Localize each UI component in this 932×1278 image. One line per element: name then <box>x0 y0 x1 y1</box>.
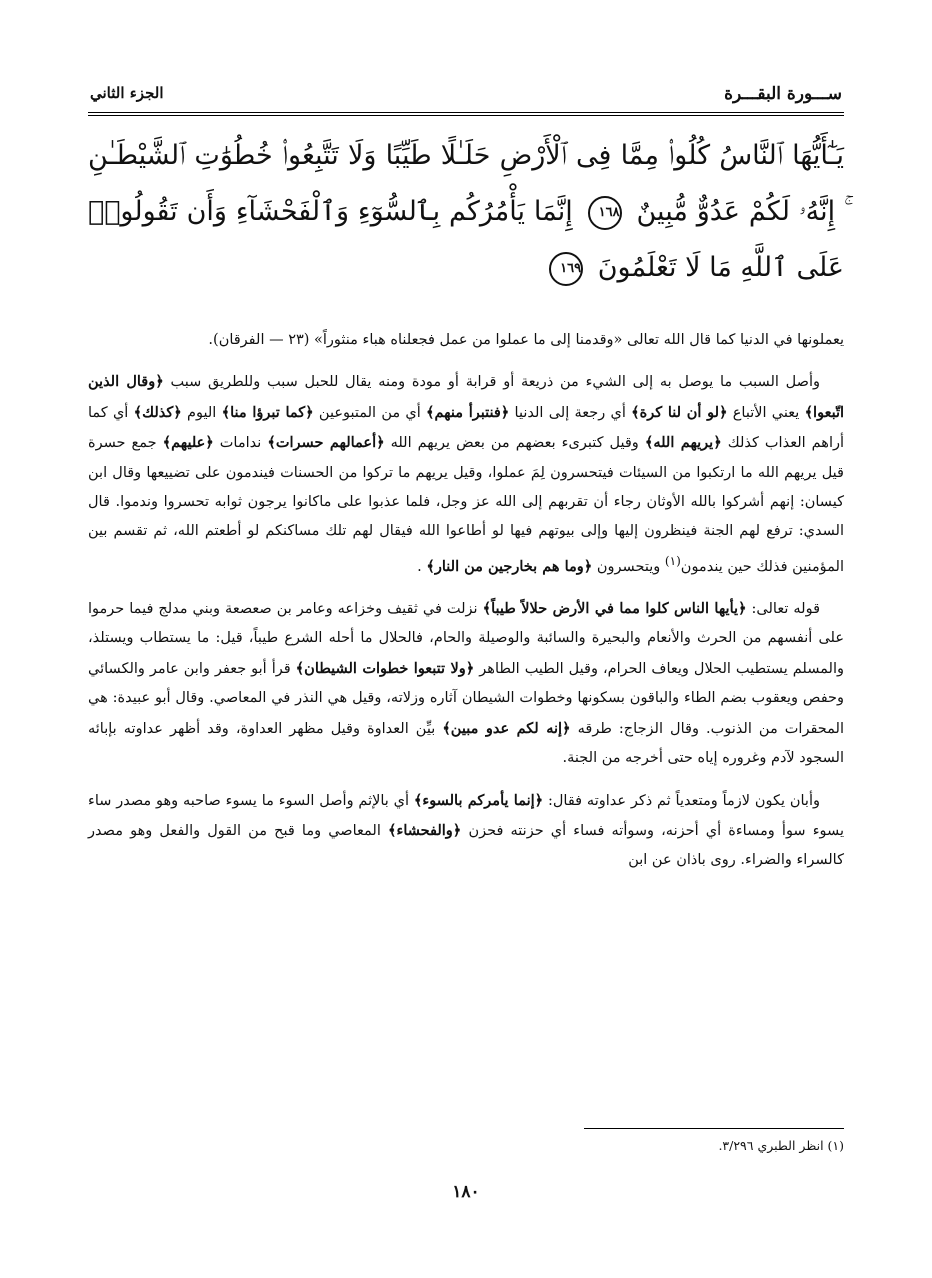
text: أي من المتبوعين <box>313 404 427 421</box>
quote: ﴿عليهم﴾ <box>162 434 214 452</box>
text: أي كما أراهم العذاب كذلك <box>88 404 845 452</box>
quote: ﴿لو أن لنا كرة﴾ <box>631 403 728 421</box>
text: أي رجعة إلى الدنيا <box>509 404 632 421</box>
text: نزلت في ثقيف وخزاعه وعامر بن صعصعة وبني مدلج فيما حرموا على أنفسهم من الحرث والأنعام والبحيرة والسائبة والوصيلة والحام، فالحلال ما أحله الشرع طيباً، قيل: ما يستطاب ويستلذ، والمسلم يستطيب الحلال ويعاف الحرام، وقيل الطيب الطاهر <box>88 601 844 677</box>
paragraph-1: يعملونها في الدنيا كما قال الله تعالى «وقدمنا إلى ما عملوا من عمل فجعلناه هباء منثوراً» (٢٣ — الفرقان). <box>208 332 844 348</box>
juz-title: الجزء الثاني <box>90 84 164 102</box>
text: وقيل كتبرىء بعضهم من بعض يريهم الله <box>384 435 645 452</box>
quote: ﴿وما هم بخارجين من النار﴾ <box>426 557 593 575</box>
quote: ﴿يريهم الله﴾ <box>644 434 722 452</box>
text: ويتحسرون <box>592 558 665 575</box>
surah-title: ســـورة البقـــرة <box>724 84 842 104</box>
quote: ﴿والفحشاء﴾ <box>388 821 462 839</box>
quote: ﴿كما تبرؤا منا﴾ <box>221 403 314 421</box>
ayah-number-169: ١٦٩ <box>549 252 583 286</box>
text: يعني الأتباع <box>727 404 805 421</box>
quote: ﴿وقال الذين اتّبعوا﴾ <box>88 373 845 421</box>
verse-168: يَـٰٓأَيُّهَا ٱلنَّاسُ كُلُوا۟ مِمَّا فِى ٱلْأَرْضِ حَلَـٰلًا طَيِّبًا وَلَا تَتَّبِعُوا۟ خُطُوَٰتِ ٱلشَّيْطَـٰنِ ۚ إِنَّهُۥ لَكُمْ عَدُوٌّ مُّبِينٌ <box>88 140 844 227</box>
ayah-number-168: ١٦٨ <box>588 196 622 230</box>
text: قرأ أبو جعفر وابن عامر والكسائي وحفص ويعقوب بضم الطاء والباقون بسكونها وخطوات الشيطان آثاره وزلاته، وقيل هي النذر في المعاصي. وقال أبو عبيدة: هي المحقرات من الذنوب. وقال الزجاج: طرقه <box>88 660 844 737</box>
quote: ﴿إنه لكم عدو مبين﴾ <box>442 719 571 737</box>
text: أي بالإثم وأصل السوء ما يسوء صاحبه وهو مصدر ساء يسوء سوأ ومساءة أي أحزنه، وسوأته فساء أي حزنته فحزن <box>88 792 844 839</box>
text: . <box>417 558 427 575</box>
text: وأبان يكون لازماً ومتعدياً ثم ذكر عداوته فقال: <box>543 792 821 809</box>
verse-169: إِنَّمَا يَأْمُرُكُم بِٱلسُّوٓءِ وَٱلْفَحْشَآءِ وَأَن تَقُولُوا۟ عَلَى ٱللَّهِ مَا لَا تَعْلَمُونَ <box>88 196 844 283</box>
quran-verses <box>88 128 844 298</box>
quote: ﴿فنتبرأ منهم﴾ <box>426 403 510 421</box>
header-rule <box>88 112 844 116</box>
quote: ﴿ولا تتبعوا خطوات الشيطان﴾ <box>295 659 475 677</box>
text: اليوم <box>181 404 222 421</box>
text: وأصل السبب ما يوصل به إلى الشيء من ذريعة أو قرابة أو مودة ومنه يقال للحبل سبب وللطريق سبب <box>163 374 820 391</box>
paragraph-2 <box>88 367 844 582</box>
quote: ﴿يأيها الناس كلوا مما في الأرض حلالاً طيباً﴾ <box>482 600 747 618</box>
text: جمع حسرة قيل يريهم الله ما ارتكبوا من السيئات فيتحسرون لِمَ عملوا، وقيل يريهم ما تركوا من الحسنات فيندمون على تضييعها وقال ابن كيسان: إنهم أشركوا بالله الأوثان رجاء أن تقربهم إلى الله عز وجل، فلما عذبوا على ماكانوا يرجون ثوابه تحسروا وندموا. قال السدي: ترفع لهم الجنة فينظرون إليها وإلى بيوتهم فيها لو أطاعوا الله فيقال لهم تلك مساكنكم لو أطعتم الله، ثم تقسم بين المؤمنين فذلك حين يندمون <box>88 435 844 575</box>
page-number: ١٨٠ <box>452 1182 480 1202</box>
quote: ﴿أعمالهم حسرات﴾ <box>267 434 385 452</box>
text: ندامات <box>213 435 268 452</box>
running-header <box>90 78 842 114</box>
footnote-ref[interactable]: (١) <box>664 553 681 568</box>
paragraph-3 <box>88 594 844 773</box>
quote: ﴿إنما يأمركم بالسوء﴾ <box>413 791 544 809</box>
quote: ﴿كذلك﴾ <box>133 403 182 421</box>
text: قوله تعالى: <box>746 601 821 618</box>
paragraph-4 <box>88 786 844 876</box>
text: المعاصي وما قبح من القول والفعل وهو مصدر كالسراء والضراء. روى باذان عن ابن <box>88 822 844 869</box>
footnote: (١) انظر الطبري ٣/٢٩٦. <box>718 1138 844 1153</box>
text: بيِّن العداوة وقيل مظهر العداوة، وقد أظهر عداوته بإبائه السجود لآدم وغروره إياه حتى أخرجه من الجنة. <box>88 720 844 767</box>
footnote-rule <box>584 1128 844 1129</box>
tafsir-body <box>88 326 844 888</box>
